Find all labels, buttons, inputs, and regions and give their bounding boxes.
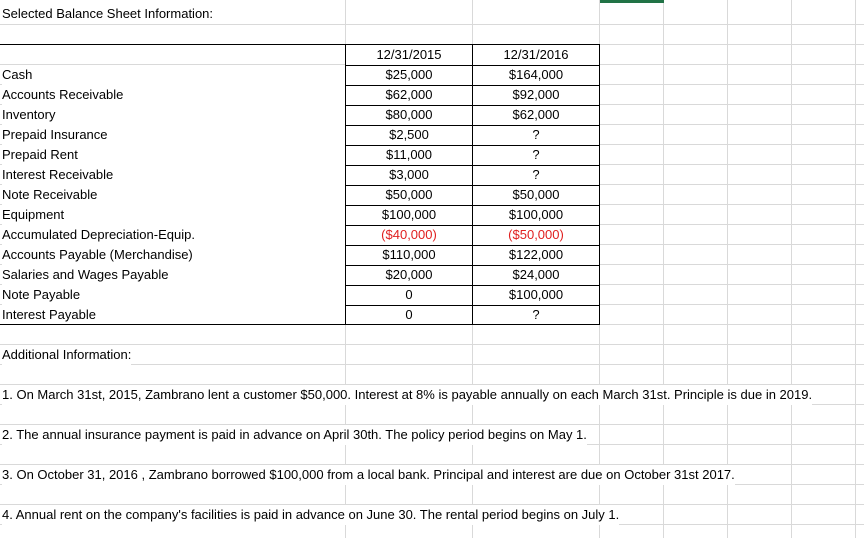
value-2016[interactable]: $100,000 bbox=[473, 285, 599, 305]
note-3[interactable]: 3. On October 31, 2016 , Zambrano borrowed $100,000 from a local bank. Principal and interest are due on October 31st 2017. bbox=[2, 465, 735, 485]
value-2015[interactable]: $50,000 bbox=[346, 185, 472, 205]
row-border bbox=[346, 145, 599, 146]
row-label[interactable]: Prepaid Rent bbox=[2, 145, 345, 165]
row-border bbox=[346, 165, 599, 166]
value-2015[interactable]: $3,000 bbox=[346, 165, 472, 185]
row-border bbox=[346, 285, 599, 286]
row-label[interactable]: Note Payable bbox=[2, 285, 345, 305]
value-2015[interactable]: $62,000 bbox=[346, 85, 472, 105]
row-label[interactable]: Accounts Receivable bbox=[2, 85, 345, 105]
row-border bbox=[346, 125, 599, 126]
sheet-title[interactable]: Selected Balance Sheet Information: bbox=[2, 4, 213, 24]
row-border bbox=[346, 105, 599, 106]
value-2016[interactable]: $50,000 bbox=[473, 185, 599, 205]
row-label[interactable]: Cash bbox=[2, 65, 345, 85]
value-2016[interactable]: ? bbox=[473, 165, 599, 185]
value-2015[interactable]: $80,000 bbox=[346, 105, 472, 125]
header-2015[interactable]: 12/31/2015 bbox=[346, 45, 472, 65]
row-border bbox=[346, 305, 599, 306]
row-border bbox=[346, 65, 599, 66]
row-border bbox=[346, 245, 599, 246]
row-border bbox=[346, 85, 599, 86]
value-2015[interactable]: 0 bbox=[346, 305, 472, 325]
value-2015[interactable]: $100,000 bbox=[346, 205, 472, 225]
row-border bbox=[346, 225, 599, 226]
value-2015[interactable]: $2,500 bbox=[346, 125, 472, 145]
value-2016[interactable]: $164,000 bbox=[473, 65, 599, 85]
value-2015[interactable]: $11,000 bbox=[346, 145, 472, 165]
row-label[interactable]: Accounts Payable (Merchandise) bbox=[2, 245, 345, 265]
note-2[interactable]: 2. The annual insurance payment is paid in advance on April 30th. The policy period begins on May 1. bbox=[2, 425, 587, 445]
row-border bbox=[346, 265, 599, 266]
selected-cell-indicator bbox=[600, 0, 664, 3]
value-2016[interactable]: $122,000 bbox=[473, 245, 599, 265]
value-2016[interactable]: $62,000 bbox=[473, 105, 599, 125]
row-label[interactable]: Interest Receivable bbox=[2, 165, 345, 185]
value-2016[interactable]: $24,000 bbox=[473, 265, 599, 285]
note-4[interactable]: 4. Annual rent on the company's facilities is paid in advance on June 30. The rental period begins on July 1. bbox=[2, 505, 619, 525]
value-2016[interactable]: $92,000 bbox=[473, 85, 599, 105]
row-label[interactable]: Interest Payable bbox=[2, 305, 345, 325]
row-label[interactable]: Equipment bbox=[2, 205, 345, 225]
row-label[interactable]: Inventory bbox=[2, 105, 345, 125]
value-2016[interactable]: ? bbox=[473, 145, 599, 165]
value-2015[interactable]: ($40,000) bbox=[346, 225, 472, 245]
value-2015[interactable]: 0 bbox=[346, 285, 472, 305]
value-2016[interactable]: $100,000 bbox=[473, 205, 599, 225]
row-label[interactable]: Note Receivable bbox=[2, 185, 345, 205]
additional-info-title[interactable]: Additional Information: bbox=[2, 345, 131, 365]
value-2016[interactable]: ($50,000) bbox=[473, 225, 599, 245]
value-2015[interactable]: $20,000 bbox=[346, 265, 472, 285]
row-label[interactable]: Prepaid Insurance bbox=[2, 125, 345, 145]
value-2016[interactable]: ? bbox=[473, 305, 599, 325]
value-2015[interactable]: $110,000 bbox=[346, 245, 472, 265]
value-2016[interactable]: ? bbox=[473, 125, 599, 145]
row-border bbox=[346, 205, 599, 206]
row-label[interactable]: Salaries and Wages Payable bbox=[2, 265, 345, 285]
row-border bbox=[346, 185, 599, 186]
note-1[interactable]: 1. On March 31st, 2015, Zambrano lent a customer $50,000. Interest at 8% is payable annually on each March 31st. Principle is due in 2019. bbox=[2, 385, 812, 405]
row-label[interactable]: Accumulated Depreciation-Equip. bbox=[2, 225, 345, 245]
value-2015[interactable]: $25,000 bbox=[346, 65, 472, 85]
header-2016[interactable]: 12/31/2016 bbox=[473, 45, 599, 65]
